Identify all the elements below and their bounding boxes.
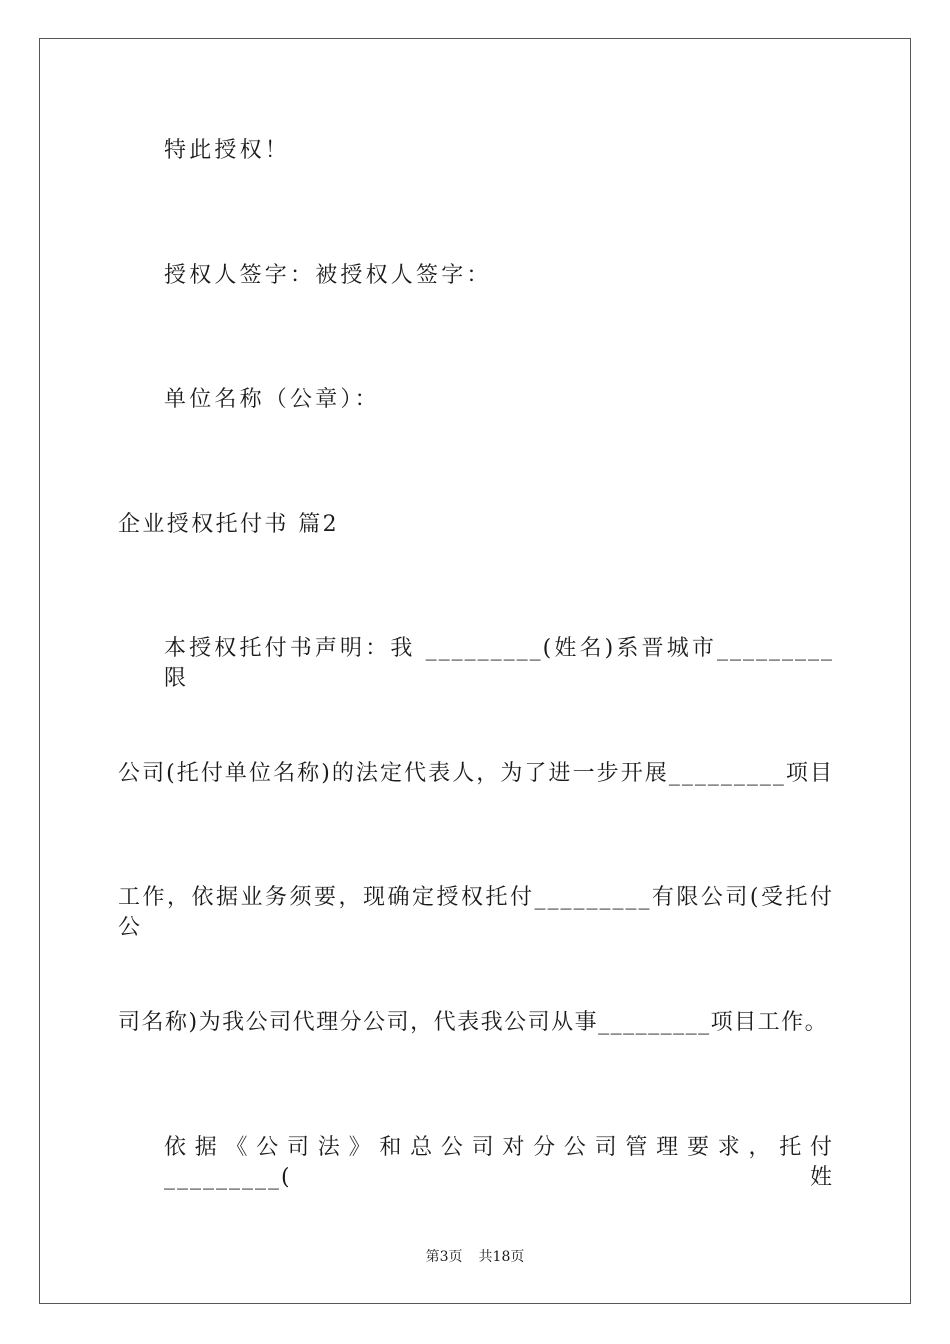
paragraph-line-3: 工作，依据业务须要，现确定授权托付_________有限公司(受托付公: [118, 885, 834, 940]
paragraph-line-5: 依据《公司法》和总公司对分公司管理要求，托付_________(姓: [164, 1135, 834, 1190]
closing-statement: 特此授权！: [164, 138, 291, 163]
paragraph-line-2: 公司(托付单位名称)的法定代表人，为了进一步开展_________项目: [118, 761, 834, 786]
paragraph-line-4: 司名称)为我公司代理分公司，代表我公司从事_________项目工作。: [118, 1010, 829, 1035]
unit-name-seal-line: 单位名称（公章）：: [164, 387, 380, 412]
paragraph-line-1: 本授权托付书声明：我 _________(姓名)系晋城市_________限: [164, 636, 834, 691]
page-footer: [0, 1248, 950, 1266]
page-total: 共18页: [478, 1249, 525, 1265]
signature-line: 授权人签字：被授权人签字：: [164, 263, 492, 288]
page-number: 第3页: [425, 1249, 463, 1265]
section-heading: 企业授权托付书 篇2: [118, 512, 339, 537]
